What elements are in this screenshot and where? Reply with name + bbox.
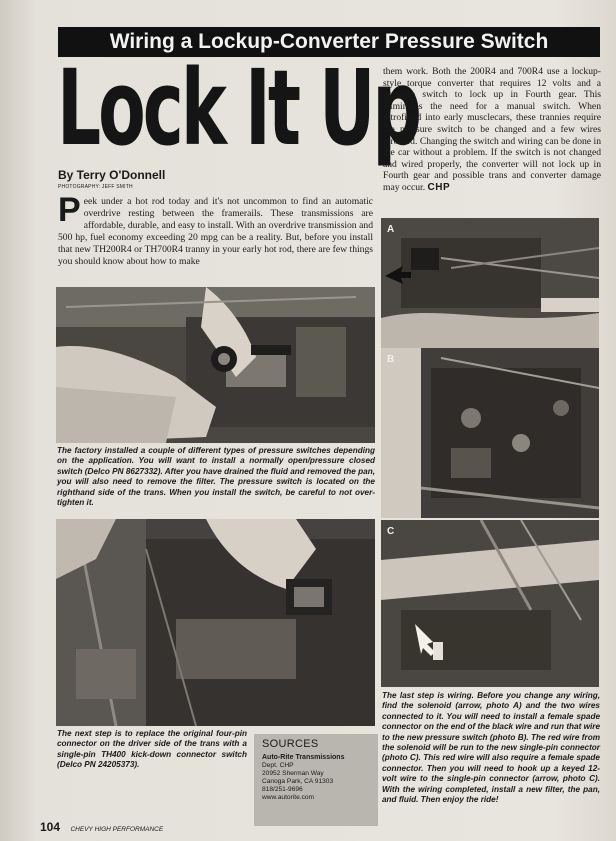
continuation-text: them work. Both the 200R4 and 700R4 use a lockup-style torque converter that requires 12 volts and a pressure switch to lock up in Fourth gear. This eliminates the need for a manual switch. When retrofitted into early musclecars, these trannies require the pressure switch to be changed and a few wires rerouted. Changing the switch and wiring can be done in the car without a problem. If the switch is not changed and wired properly, the converter will not lock up in Fourth gear and possible trans and converter damage may occur. xyxy=(383,66,601,193)
caption-pressure-switch: The factory installed a couple of different types of pressure switches depending on the application. You will want to install a normally open/pressure closed switch (Delco PN 8627332). After you have drained the fluid and removed the pan, you will also need to remove the filter. The pressure switch is located on the righthand side of the trans. When you install the switch, be careful to not over-tighten it. xyxy=(57,446,375,508)
end-mark: CHP xyxy=(427,181,451,193)
photo-a-solenoid xyxy=(381,218,599,348)
article-title: Lock It Up xyxy=(57,47,419,169)
page-footer xyxy=(40,818,163,836)
drop-cap: P xyxy=(58,191,81,229)
magazine-name: CHEVY HIGH PERFORMANCE xyxy=(70,826,164,833)
photo-c-connector xyxy=(381,520,599,687)
caption-wiring: The last step is wiring. Before you change any wiring, find the solenoid (arrow, photo A) and the two wires connected to it. You will need to install a female spade connector on the end of the black wire and run that wire to the new pressure switch (photo B). The red wire from the solenoid will be run to the new single-pin connector (photo C). This red wire will also require a female spade connector. Then you will need to hook up a keyed 12-volt wire to the single-pin connector (arrow, photo C). With the wiring completed, install a new filter, the pan, and fluid. Then enjoy the ride! xyxy=(382,691,600,805)
source-line: Dept. CHP xyxy=(262,762,294,769)
source-line: Canoga Park, CA 91303 xyxy=(262,778,334,785)
continuation-paragraph xyxy=(383,66,601,194)
source-line: 20952 Sherman Way xyxy=(262,770,324,777)
source-line: 818/251-9696 xyxy=(262,786,303,793)
caption-connector: The next step is to replace the original four-pin connector on the driver side of the trans with a single-pin TH400 kick-down connector switch (Delco PN 24205373). xyxy=(57,729,247,770)
photo-connector xyxy=(56,519,375,726)
sources-title: SOURCES xyxy=(262,738,319,750)
photo-b-pressure-switch xyxy=(381,348,599,518)
author-byline: By Terry O'Donnell xyxy=(58,168,166,182)
photo-pressure-switch xyxy=(56,287,375,443)
photo-label-a: A xyxy=(387,224,395,235)
source-name: Auto-Rite Transmissions xyxy=(262,754,345,761)
sources-body xyxy=(262,754,344,802)
page-number: 104 xyxy=(40,820,61,834)
photo-label-c: C xyxy=(387,526,395,537)
sources-box xyxy=(254,734,378,826)
photo-label-b: B xyxy=(387,354,395,365)
kicker-banner: Wiring a Lockup-Converter Pressure Switch xyxy=(58,27,600,57)
intro-paragraph xyxy=(58,191,373,267)
source-line: www.autorite.com xyxy=(262,794,315,801)
photo-credit: PHOTOGRAPHY: JEFF SMITH xyxy=(58,184,133,190)
intro-text: eek under a hot rod today and it's not uncommon to find an automatic overdrive resting between the framerails. These transmissions are affordable, durable, and easy to install. With an overdrive transmission and 500 hp, fuel economy exceeding 20 mpg can be a reality. But, before you install that new TH200R4 or TH700R4 tranny in your early hot rod, there are few things you should know about how to make xyxy=(58,196,373,267)
